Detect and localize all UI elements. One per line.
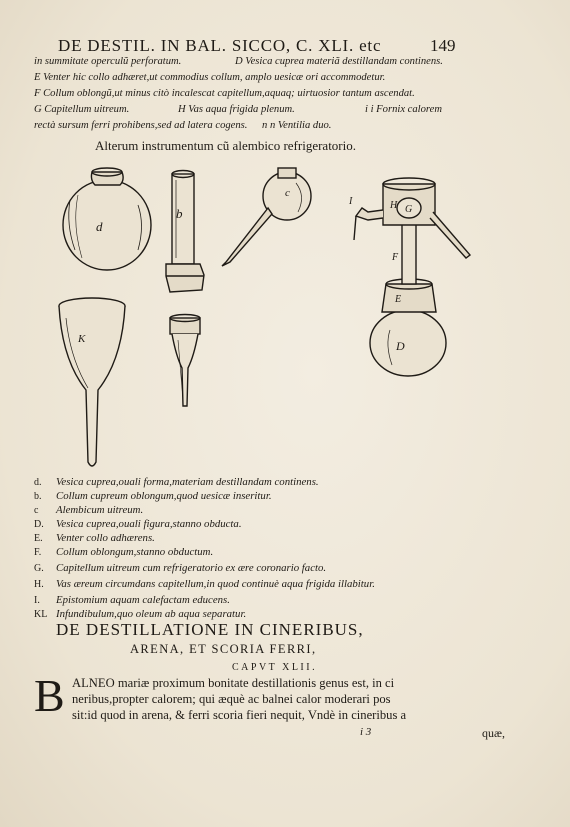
legend-row-kl — [34, 608, 246, 620]
legend-row-c — [34, 504, 143, 516]
legend-text: Alembicum uitreum. — [56, 504, 144, 516]
legend-key: E. — [34, 533, 43, 544]
legend-row-h — [34, 578, 375, 590]
legend-key: KL — [34, 609, 48, 620]
legend-line-3: F Collum oblongũ,ut minus citò incalescat capitellum,aquaq; uirtuosior tantum ascendat. — [34, 88, 415, 99]
legend-line-1a: in summitate operculũ perforatum. — [34, 56, 182, 67]
legend-row-d — [34, 476, 319, 488]
legend-text: Vesica cuprea,ouali figura,stanno obducta. — [56, 518, 242, 530]
signature-mark: i 3 — [360, 726, 372, 738]
legend-line-4b: H Vas aqua frigida plenum. — [178, 104, 295, 115]
label-i: I — [349, 196, 353, 207]
legend-key: I. — [34, 595, 40, 606]
legend-text: Venter collo adhærens. — [56, 532, 155, 544]
legend-row-f — [34, 546, 213, 558]
label-b: b — [176, 206, 183, 221]
label-g: G — [405, 204, 413, 215]
legend-row-g — [34, 562, 326, 574]
drop-cap: B — [34, 670, 65, 721]
body-line-2: neribus,propter calorem; qui æquè ac balnei calor moderari pos — [72, 692, 391, 706]
label-c: c — [285, 187, 290, 199]
legend-key: H. — [34, 579, 44, 590]
label-d: d — [96, 219, 103, 234]
funnel-k — [59, 298, 125, 466]
legend-row-b — [34, 490, 272, 502]
figure-caption: Alterum instrumentum cũ alembico refrigeratorio. — [95, 138, 356, 153]
page-number: 149 — [430, 36, 456, 55]
legend-text: Vas æreum circumdans capitellum,in quod continuè aqua frigida illabitur. — [56, 578, 375, 590]
legend-line-5b: n n Ventilia duo. — [262, 120, 332, 131]
alembic-c — [222, 168, 311, 266]
legend-row-i — [34, 594, 230, 606]
legend-line-1b: D Vesica cuprea materiã destillandam continens. — [235, 56, 443, 67]
label-h: H — [390, 200, 398, 211]
legend-key: b. — [34, 491, 42, 502]
legend-row-e — [34, 532, 155, 544]
neck-tube-b — [166, 171, 204, 293]
label-f: F — [392, 252, 399, 263]
legend-line-4a: G Capitellum uitreum. — [34, 104, 130, 115]
legend-text: Collum cupreum oblongum,quod uesicæ inseritur. — [56, 490, 272, 502]
label-dd: D — [396, 339, 405, 353]
legend-line-4c: i i Fornix calorem — [365, 104, 442, 115]
legend-key: F. — [34, 547, 42, 558]
legend-line-2: E Venter hic collo adhæret,ut commodius collum, amplo uesicæ ori accommodetur. — [34, 72, 386, 83]
legend-line-5a: rectà sursum ferri prohibens,sed ad latera cogens. — [34, 120, 248, 131]
chapter-subtitle: ARENA, ET SCORIA FERRI, — [130, 642, 317, 656]
chapter-title: DE DESTILLATIONE IN CINERIBUS, — [56, 620, 364, 639]
running-head: DE DESTIL. IN BAL. SICCO, C. XLI. etc — [58, 36, 382, 55]
legend-key: d. — [34, 477, 42, 488]
legend-text: Collum oblongum,stanno obductum. — [56, 546, 214, 558]
label-k: K — [78, 333, 86, 345]
separator-funnel — [170, 315, 200, 407]
body-line-1: ALNEO mariæ proximum bonitate destillationis genus est, in ci — [72, 676, 395, 690]
catchword: quæ, — [482, 726, 506, 740]
legend-text: Epistomium aquam calefactam educens. — [56, 594, 230, 606]
legend-key: c — [34, 505, 39, 516]
legend-key: G. — [34, 563, 44, 574]
label-e: E — [395, 294, 402, 305]
legend-text: Vesica cuprea,ouali forma,materiam destillandam continens. — [56, 476, 319, 488]
legend-text: Infundibulum,quo oleum ab aqua separatur. — [56, 608, 247, 620]
legend-row-dd — [34, 518, 242, 530]
legend-key: D. — [34, 519, 44, 530]
body-line-3: sit:id quod in arena, & ferri scoria fieri nequit, Vndè in cineribus a — [72, 708, 407, 722]
chapter-number: CAPVT XLII. — [232, 662, 318, 673]
legend-text: Capitellum uitreum cum refrigeratorio ex ære coronario facto. — [56, 562, 327, 574]
oval-vessel-d — [63, 168, 151, 270]
